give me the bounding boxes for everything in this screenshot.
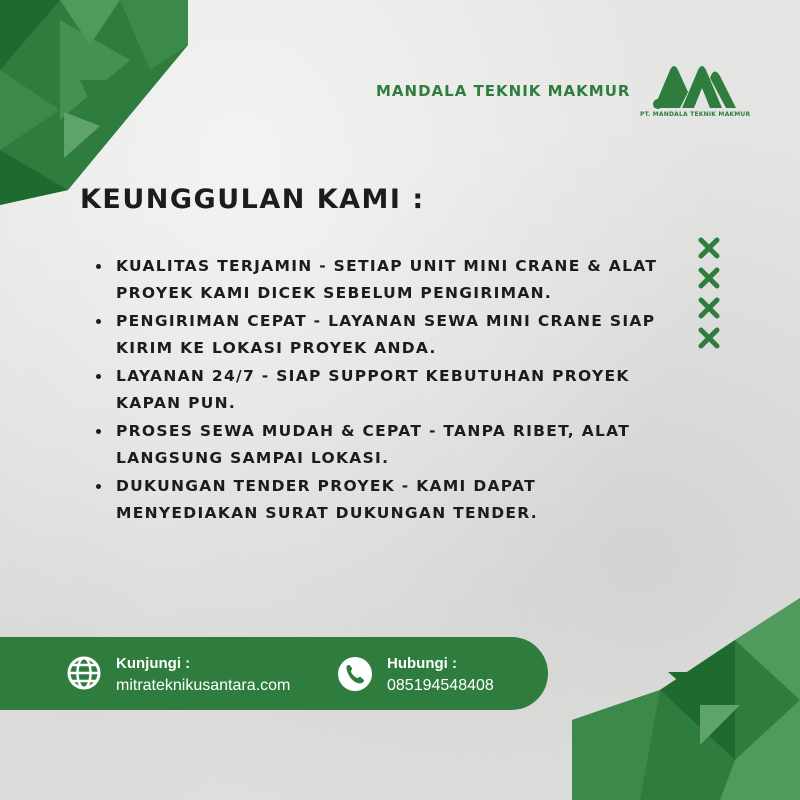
- list-item: PENGIRIMAN CEPAT - LAYANAN SEWA MINI CRANE SIAP KIRIM KE LOKASI PROYEK ANDA.: [96, 308, 676, 361]
- logo-caption: PT. MANDALA TEKNIK MAKMUR: [640, 111, 751, 118]
- brand-name: MANDALA TEKNIK MAKMUR: [376, 82, 631, 100]
- phone-number[interactable]: 085194548408: [387, 677, 494, 694]
- list-item: LAYANAN 24/7 - SIAP SUPPORT KEBUTUHAN PROYEK KAPAN PUN.: [96, 363, 676, 416]
- website-link[interactable]: mitrateknikusantara.com: [116, 677, 291, 694]
- x-mark-icon: [697, 236, 721, 260]
- x-mark-icon: [697, 266, 721, 290]
- globe-icon: [66, 655, 102, 691]
- visit-label: Kunjungi :: [116, 655, 191, 672]
- x-mark-icon: [697, 296, 721, 320]
- list-item: DUKUNGAN TENDER PROYEK - KAMI DAPAT MENYEDIAKAN SURAT DUKUNGAN TENDER.: [96, 473, 676, 526]
- page-title: KEUNGGULAN KAMI :: [80, 184, 425, 215]
- phone-icon: [337, 656, 373, 692]
- x-mark-icon: [697, 326, 721, 350]
- list-item: PROSES SEWA MUDAH & CEPAT - TANPA RIBET, ALAT LANGSUNG SAMPAI LOKASI.: [96, 418, 676, 471]
- contact-label: Hubungi :: [387, 655, 457, 672]
- list-item: KUALITAS TERJAMIN - SETIAP UNIT MINI CRANE & ALAT PROYEK KAMI DICEK SEBELUM PENGIRIMAN.: [96, 253, 676, 306]
- advantages-list: [96, 253, 676, 528]
